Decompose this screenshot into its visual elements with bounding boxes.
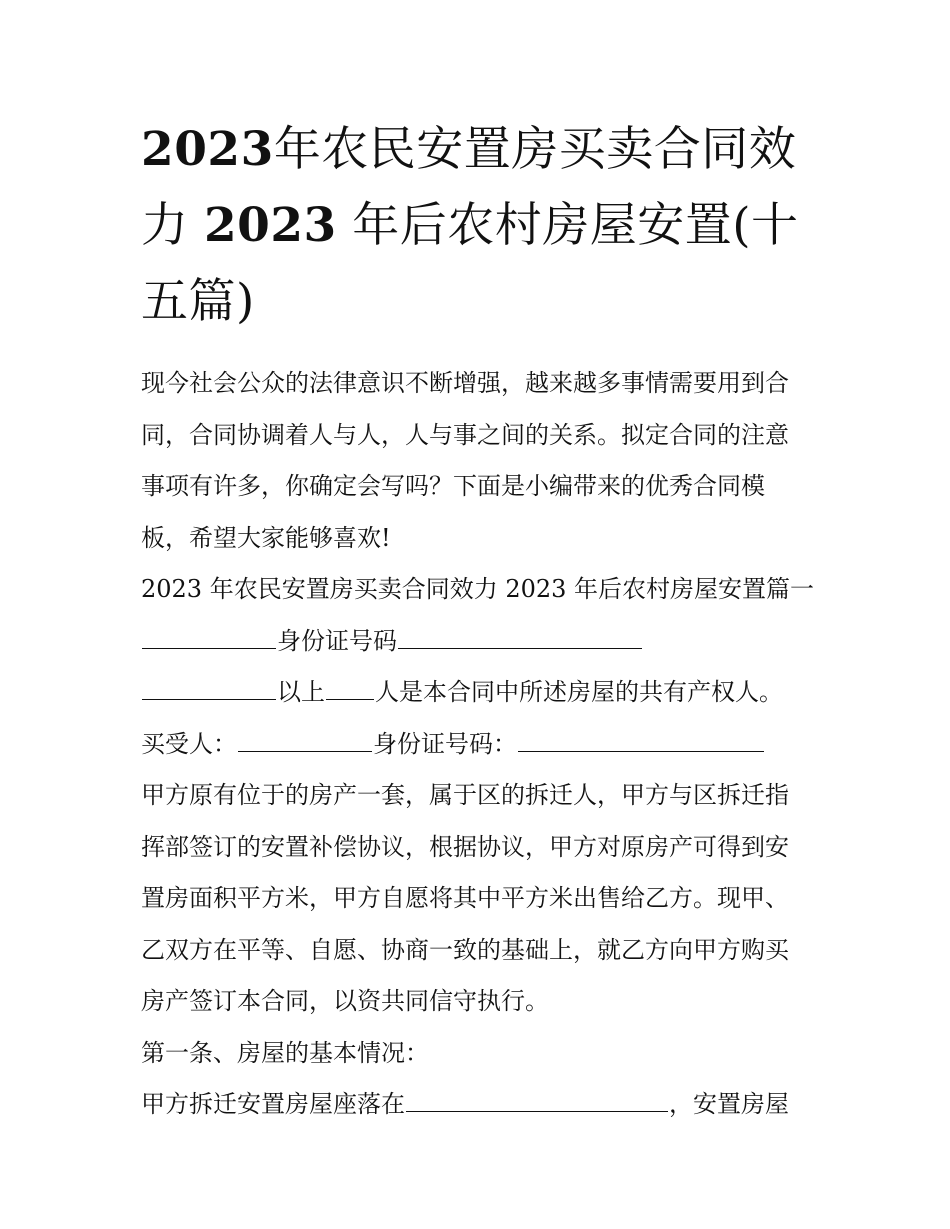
intro-line: 板，希望大家能够喜欢! xyxy=(141,523,391,552)
party-line-2: 以上 人是本合同中所述房屋的共有产权人。 xyxy=(141,667,821,719)
buyer-line: 买受人： 身份证号码： xyxy=(141,719,821,771)
name-blank xyxy=(142,679,276,700)
paragraph-line: 乙双方在平等、自愿、协商一致的基础上，就乙方向甲方购买 xyxy=(141,935,789,964)
title-line-3: 五篇) xyxy=(141,274,255,329)
buyer-id-blank xyxy=(518,731,764,752)
paragraph-line: 置房面积平方米，甲方自愿将其中平方米出售给乙方。现甲、 xyxy=(141,884,789,912)
location-blank xyxy=(406,1091,668,1112)
name-blank xyxy=(142,628,276,649)
intro-line: 同，合同协调着人与人，人与事之间的关系。拟定合同的注意 xyxy=(141,420,789,449)
document-title xyxy=(141,112,821,340)
section-heading: 2023 年农民安置房买卖合同效力 2023 年后农村房屋安置篇一 xyxy=(141,575,815,603)
buyer-name-blank xyxy=(238,731,372,752)
paragraph-line: 挥部签订的安置补偿协议，根据协议，甲方对原房产可得到安 xyxy=(141,832,789,861)
title-line-1: 2023年农民安置房买卖合同效 xyxy=(141,122,797,177)
id-number-blank xyxy=(398,628,642,649)
article-1-heading: 第一条、房屋的基本情况： xyxy=(141,1038,429,1067)
intro-line: 现今社会公众的法律意识不断增强，越来越多事情需要用到合 xyxy=(141,369,789,397)
intro-line: 事项有许多，你确定会写吗？下面是小编带来的优秀合同模 xyxy=(141,472,765,500)
title-line-2: 力 2023 年后农村房屋安置(十 xyxy=(141,198,799,253)
paragraph-line: 房产签订本合同，以资共同信守执行。 xyxy=(141,987,549,1015)
paragraph-line: 甲方原有位于的房产一套，属于区的拆迁人，甲方与区拆迁指 xyxy=(141,781,789,809)
party-line-1: 身份证号码 xyxy=(141,616,821,668)
document-body xyxy=(141,358,821,1131)
location-line: 甲方拆迁安置房屋座落在 ，安置房屋 xyxy=(141,1090,789,1118)
count-blank xyxy=(326,679,374,700)
